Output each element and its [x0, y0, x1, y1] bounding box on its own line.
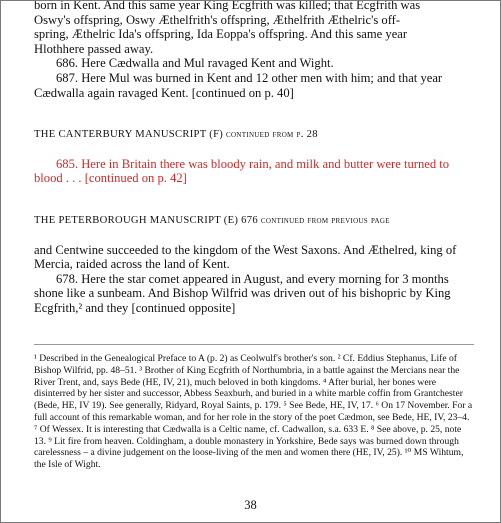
footnotes-text: ¹ Described in the Genealogical Preface to A (p. 2) as Ceolwulf's brother's son. ² Cf. Eddius Stephanus, Life of Bishop Wilfrid, pp. 48–51. ³ Brother of King Ecgfrith of Northumbria, in a battle against the Mercians near the River Trent, and, says Bede (HE, IV, 21), much beloved in both kingdoms. ⁴ After burial, her bones were disinterred by her sister and successor, Abbess Seaxburh, and buried in a white marble coffin from Grantchester (Bede, HE, IV 19). See generally, Ridyard, Royal Saints, p. 179. ⁵ See Bede, HE, IV, 17. ⁶ On 17 November. For a full account of this remarkable woman, and for her role in the story of the poet Cædmon, see Bede, HE, IV, 23–4. ⁷ Of Wessex. It is interesting that Cædwalla is a Celtic name, cf. Cadwallon, s.a. 633 E. ⁸ See above, p. 25, note 13. ⁹ Lit fire from heaven. Coldingham, a double monastery in Yorkshire, Bede says was burned down through carelessness – a divine judgement on the loose-living of the men and women there (HE, IV, 25). ¹⁰ MS Wihtum, the Isle of Wight. [34, 353, 473, 471]
text-line: born in Kent. And this same year King Ecgfrith was killed; that Ecgfrith was [34, 0, 421, 12]
text-line: spring, Æthelric Ida's offspring, Ida Eoppa's offspring. And this same year [34, 27, 408, 42]
entry-678: 678. Here the star comet appeared in August, and every morning for 3 months shone like a sunbeam. And Bishop Wilfrid was driven out of his bishopric by King Ecgfrith,² and they [continued opposite] [34, 271, 451, 315]
text-line: Oswy's offspring, Oswy Æthelfrith's offspring, Æthelfrith Æthelric's off- [34, 12, 401, 27]
entry-686: 686. Here Cædwalla and Mul ravaged Kent and Wight. [56, 56, 334, 71]
canterbury-heading: THE CANTERBURY MANUSCRIPT (F) continued from p. 28 [34, 129, 318, 141]
footnote-divider [34, 344, 474, 345]
footnotes [34, 353, 474, 471]
text-line: Hlothhere passed away. [34, 41, 154, 56]
peterborough-text: and Centwine succeeded to the kingdom of the West Saxons. And Æthelred, king of Mercia, raided across the land of Kent. [34, 242, 457, 272]
canterbury-entry-685: 685. Here in Britain there was bloody rain, and milk and butter were turned to blood . . . [continued on p. 42] [34, 156, 450, 186]
page-number: 38 [244, 498, 257, 512]
entry-687: 687. Here Mul was burned in Kent and 12 other men with him; and that year Cædwalla again ravaged Kent. [continued on p. 40] [34, 70, 443, 100]
peterborough-heading: THE PETERBOROUGH MANUSCRIPT (E) 676 continued from previous page [34, 214, 390, 226]
main-text [34, 0, 474, 316]
